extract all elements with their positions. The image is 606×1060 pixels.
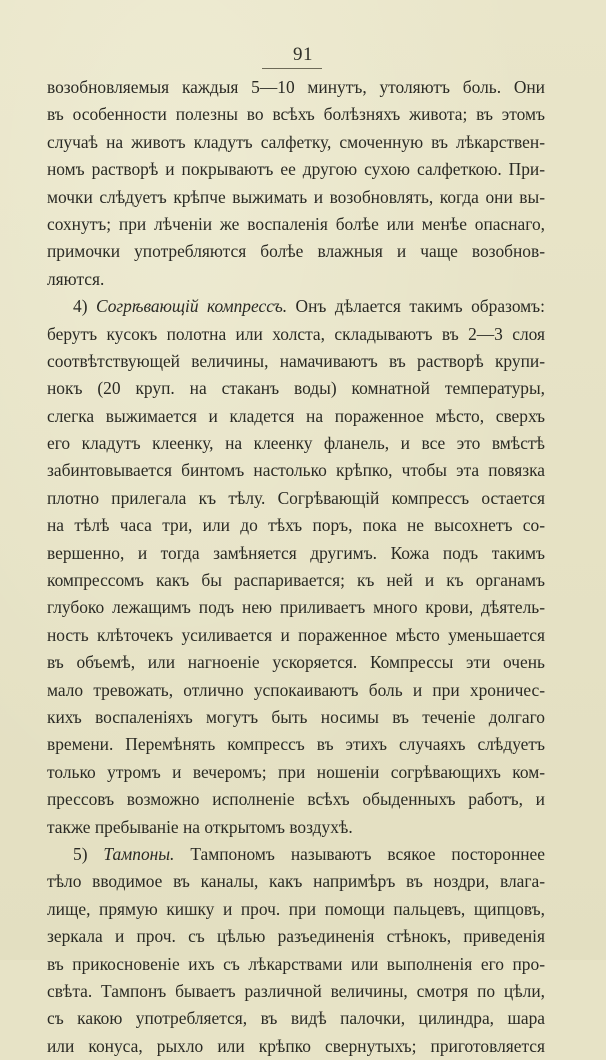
text-line: кихъ воспаленіяхъ могутъ быть носимы въ теченіе долгаго [47,706,545,727]
body-text [47,74,545,1060]
line-text: Тампономъ называютъ всякое постороннее [174,843,545,864]
text-line: возобновляемыя каждыя 5—10 минутъ, утоляютъ боль. Они [47,77,545,97]
text-line: ляются. [47,268,105,289]
text-line: забинтовывается бинтомъ настолько крѣпко, чтобы эта повязка [47,460,545,481]
text-line: слегка выжимается и кладется на пораженное мѣсто, сверхъ [47,405,545,426]
text-line: номъ растворѣ и покрываютъ ее другою сухою салфеткою. При- [47,159,545,180]
text-line: свѣта. Тампонъ бываетъ различной величины, смотря по цѣли, [47,980,545,1001]
text-line: зеркала и проч. съ цѣлью разъединенія стѣнокъ, приведенія [47,926,545,947]
text-line: ность клѣточекъ усиливается и пораженное мѣсто уменьшается [47,624,545,645]
text-line: времени. Перемѣнять компрессъ въ этихъ случаяхъ слѣдуетъ [47,734,545,755]
page-number: 91 [293,44,313,65]
section-heading: Согрѣвающій компрессъ. [95,296,288,317]
text-line: также пребываніе на открытомъ воздухѣ. [47,816,353,837]
text-line: только утромъ и вечеромъ; при ношеніи согрѣвающихъ ком- [47,761,545,782]
text-line [47,293,545,320]
text-line: въ особенности полезны во всѣхъ болѣзняхъ живота; въ этомъ [47,104,545,125]
header-rule [262,68,322,69]
line-text: Онъ дѣлается такимъ образомъ: [287,296,545,317]
text-line: въ прикосновеніе ихъ съ лѣкарствами или выполненія его про- [47,953,545,974]
text-line: примочки употребляются болѣе влажныя и чаще возобнов- [47,241,545,262]
text-line: прессовъ возможно исполненіе всѣхъ обыденныхъ работъ, и [47,789,545,810]
text-line: мало тревожать, отлично успокаиваютъ боль и при хроничес- [47,679,545,700]
text-line: въ объемѣ, или нагноеніе ускоряется. Компрессы эти очень [47,652,545,673]
text-line: мочки слѣдуетъ крѣпче выжимать и возобновлять, когда они вы- [47,186,545,207]
text-line: лище, прямую кишку и проч. при помощи пальцевъ, щипцовъ, [47,898,545,919]
text-line: берутъ кусокъ полотна или холста, складываютъ въ 2—3 слоя [47,323,545,344]
text-line [47,841,545,868]
text-line: его кладутъ клеенку, на клеенку фланель, и все это вмѣстѣ [47,433,545,454]
section-number: 4) [73,296,96,317]
text-line: глубоко лежащимъ подъ нею приливаетъ много крови, дѣятель- [47,597,545,618]
text-line: соотвѣтствующей величины, намачиваютъ въ растворѣ крупи- [47,350,545,371]
text-line: или конуса, рыхло или крѣпко свернутыхъ; приготовляется [47,1035,545,1056]
text-line: случаѣ на животъ кладутъ салфетку, смоченную въ лѣкарствен- [47,131,545,152]
text-line: съ какою употребляется, въ видѣ палочки, цилиндра, шара [47,1008,545,1029]
text-line: вершенно, и тогда замѣняется другимъ. Кожа подъ такимъ [47,542,545,563]
text-line: нокъ (20 круп. на стаканъ воды) комнатной температуры, [47,378,545,399]
text-line: сохнутъ; при лѣченіи же воспаленія болѣе или менѣе опаснаго, [47,213,545,234]
text-line: плотно прилегала къ тѣлу. Согрѣвающій компрессъ остается [47,487,545,508]
section-number: 5) [73,843,104,864]
text-line: компрессомъ какъ бы распаривается; къ ней и къ органамъ [47,570,545,591]
text-line: на тѣлѣ часа три, или до тѣхъ поръ, пока не высохнетъ со- [47,515,545,536]
section-heading: Тампоны. [103,843,175,864]
text-line: тѣло вводимое въ каналы, какъ напримѣръ въ ноздри, влага- [47,871,545,892]
